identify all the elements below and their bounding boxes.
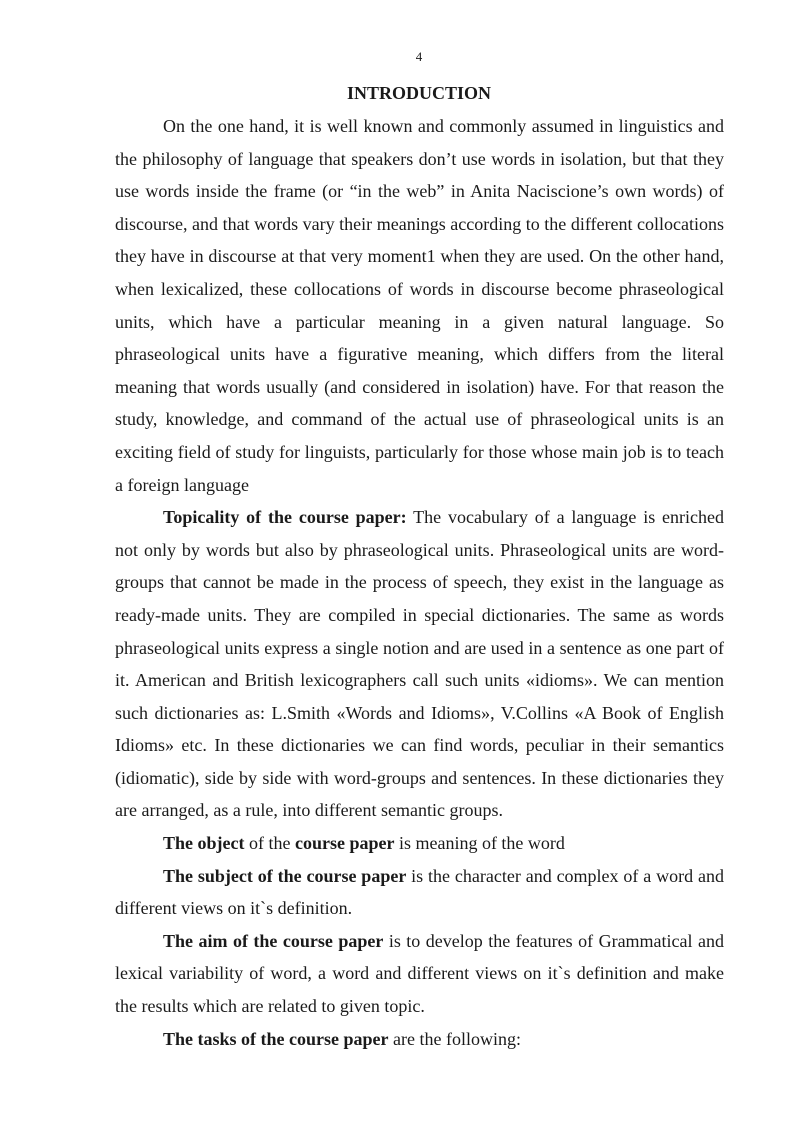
body-text (115, 110, 724, 1055)
subject-label: The subject of the course paper (163, 865, 407, 886)
topicality-text: The vocabulary of a language is enriched not only by words but also by phraseological units. Phraseological units are word-groups that cannot be made in the process of speech, they exist in the language as ready-made units. They are compiled in special dictionaries. The same as words phraseological units express a single notion and are used in a sentence as one part of it. American and British lexicographers call such units «idioms». We can mention such dictionaries as: L.Smith «Words and Idioms», V.Collins «A Book of English Idioms» etc. In these dictionaries we can find words, peculiar in their semantics (idiomatic), side by side with word-groups and sentences. In these dictionaries they are arranged, as a rule, into different semantic groups. (115, 507, 724, 821)
aim-text: is to develop the features of Grammatical and lexical variability of word, a word and different views on it`s definition and make the results which are related to given topic. (115, 930, 724, 1017)
page-number: 4 (415, 49, 423, 64)
aim-label: The aim of the course paper (163, 930, 384, 951)
object-paragraph (115, 827, 724, 860)
section-title: INTRODUCTION (346, 83, 492, 103)
subject-text: is the character and complex of a word and different views on it`s definition. (115, 865, 724, 919)
intro-paragraph: On the one hand, it is well known and commonly assumed in linguistics and the philosophy of language that speakers don’t use words in isolation, but that they use words inside the frame (or “in the web” in Anita Naciscione’s own words) of discourse, and that words vary their meanings according to the different collocations they have in discourse at that very moment1 when they are used. On the other hand, when lexicalized, these collocations of words in discourse become phraseological units, which have a particular meaning in a given natural language. So phraseological units have a figurative meaning, which differs from the literal meaning that words usually (and considered in isolation) have. For that reason the study, knowledge, and command of the actual use of phraseological units is an exciting field of study for linguists, particularly for those whose main job is to teach a foreign language (115, 116, 724, 495)
topicality-label: Topicality of the course paper: (163, 507, 407, 528)
subject-paragraph (115, 860, 724, 925)
topicality-paragraph (115, 501, 724, 827)
object-label: The object (163, 833, 245, 854)
tasks-label: The tasks of the course paper (163, 1028, 389, 1049)
tasks-paragraph (115, 1023, 724, 1056)
tasks-text: are the following: (388, 1028, 521, 1049)
aim-paragraph (115, 925, 724, 1023)
object-text-1: of the (244, 833, 295, 854)
object-text-2: is meaning of the word (394, 833, 565, 854)
object-label-2: course paper (294, 833, 395, 854)
